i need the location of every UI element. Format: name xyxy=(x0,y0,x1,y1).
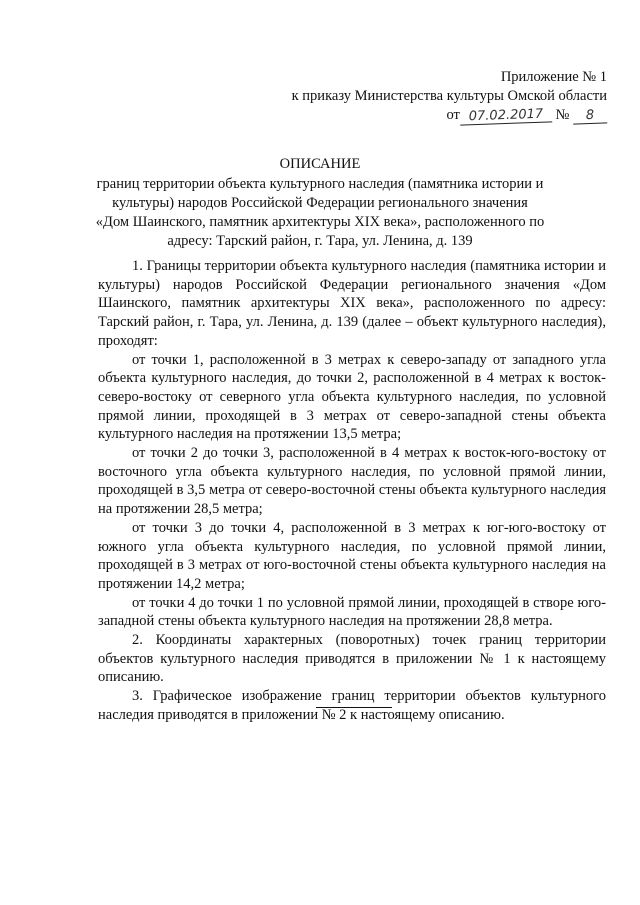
heading-line-2: культуры) народов Российской Федерации регионального значения xyxy=(112,195,528,211)
paragraph-segment-1-2: от точки 1, расположенной в 3 метрах к северо-западу от западного угла объекта культурного наследия, до точки 2, расположенной в 4 метрах к восток-северо-востоку от северного угла объекта культурного наследия, по условной прямой линии, проходящей в 3 метрах от северо-западной стены объекта культурного наследия на протяжении 13,5 метра; xyxy=(98,351,606,443)
appendix-title: Приложение № 1 xyxy=(500,69,607,85)
paragraph-3: 3. Графическое изображение границ территории объектов культурного наследия приводятся в приложении № 2 к настоящему описанию. xyxy=(98,688,606,723)
paragraph-2: 2. Координаты характерных (поворотных) точек границ территории объектов культурного наследия приводятся в приложении № 1 к настоящему описанию. xyxy=(98,632,606,686)
paragraph-segment-3-4: от точки 3 до точки 4, расположенной в 3 метрах к юг-юго-востоку от южного угла объекта культурного наследия, по условной прямой линии, проходящей в 3 метрах от юго-восточной стены объекта культурного наследия на протяжении 14,2 метра; xyxy=(98,519,606,592)
heading-line-3: «Дом Шаинского, памятник архитектуры XIX века», расположенного по xyxy=(95,214,545,230)
paragraph-segment-4-1: от точки 4 до точки 1 по условной прямой линии, проходящей в створе юго-западной стены объекта культурного наследия на протяжении 28,8 метра. xyxy=(98,594,606,630)
appendix-date-number-line xyxy=(292,106,607,125)
handwritten-number: 8 xyxy=(573,108,608,124)
heading-line-4: адресу: Тарский район, г. Тара, ул. Ленина, д. 139 xyxy=(167,233,473,249)
paragraph-segment-2-3: от точки 2 до точки 3, расположенной в 4 метрах к восток-юго-востоку от восточного угла объекта культурного наследия, по условной прямой линии, проходящей в 3,5 метра от северо-восточной стены объекта культурного наследия на протяжении 28,5 метра; xyxy=(98,445,606,518)
from-label: от xyxy=(446,107,460,123)
document-title: ОПИСАНИЕ xyxy=(279,156,361,172)
paragraph-1: 1. Границы территории объекта культурного наследия (памятника истории и культуры) народов Российской Федерации регионального значения «Дом Шаинского, памятник архитектуры XIX века», расположенного по адресу: Тарский район, г. Тара, ул. Ленина, д. 139 (далее – объект культурного наследия), проходят: xyxy=(98,258,606,349)
heading-line-1: границ территории объекта культурного наследия (памятника истории и xyxy=(96,176,544,192)
handwritten-date: 07.02.2017 xyxy=(460,107,552,125)
appendix-order-reference: к приказу Министерства культуры Омской области xyxy=(291,88,607,104)
number-label: № xyxy=(555,107,570,123)
document-heading xyxy=(90,155,550,251)
appendix-block xyxy=(292,68,607,125)
document-body xyxy=(98,257,606,725)
closing-divider xyxy=(316,707,392,708)
